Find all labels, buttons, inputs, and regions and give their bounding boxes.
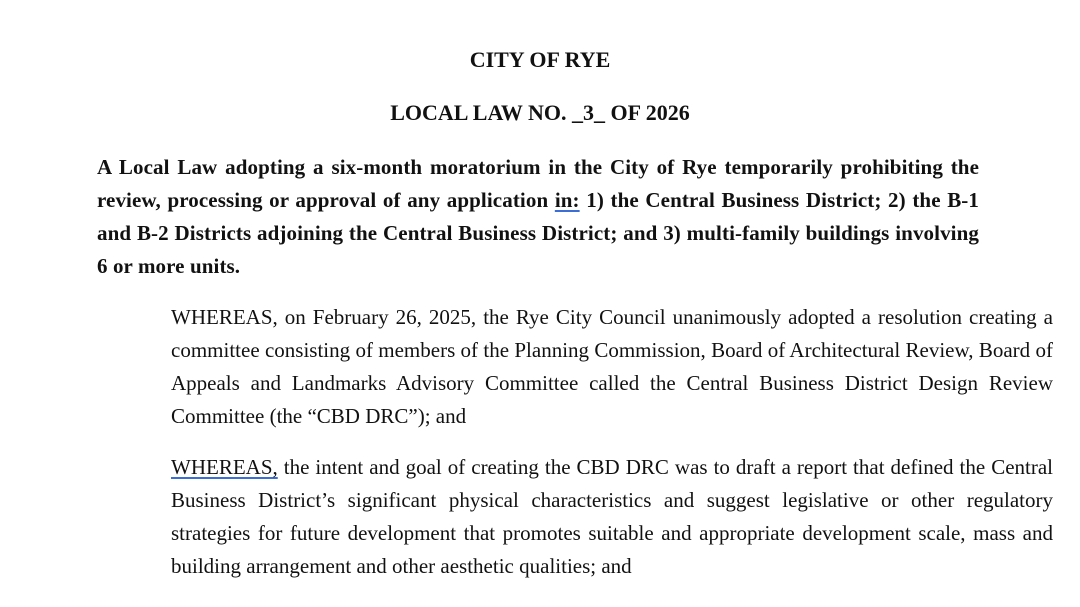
whereas-2-text: the intent and goal of creating the CBD DRC was to draft a report that defined the Central Business District’s significant physical characteristics and suggest legislative or other regulatory strategies for future development that promotes suitable and appropriate development scale, mass and building arrangement and other aesthetic qualities; and: [171, 455, 1053, 578]
whereas-paragraph-2: [97, 451, 1053, 583]
city-heading: CITY OF RYE: [469, 47, 611, 72]
spellcheck-flagged-word[interactable]: in:: [554, 188, 580, 212]
law-summary-paragraph: [97, 151, 979, 283]
spellcheck-flagged-word[interactable]: WHEREAS,: [171, 455, 278, 479]
summary-text-end: 1) the Central Business District; 2) the B-1 and B-2 Districts adjoining the Central Business District; and 3) multi-family buildings involving 6 or more units.: [97, 188, 980, 278]
summary-text-start: A Local Law adopting a six-month moratorium in the City of Rye temporarily prohibiting the review, processing or approval of any application: [97, 155, 979, 212]
whereas-paragraph-1: WHEREAS, on February 26, 2025, the Rye City Council unanimously adopted a resolution creating a committee consisting of members of the Planning Commission, Board of Architectural Review, Board of Appeals and Landmarks Advisory Committee called the Central Business District Design Review Committee (the “CBD DRC”); and: [171, 305, 1053, 428]
law-heading: LOCAL LAW NO. _3_ OF 2026: [390, 100, 690, 125]
